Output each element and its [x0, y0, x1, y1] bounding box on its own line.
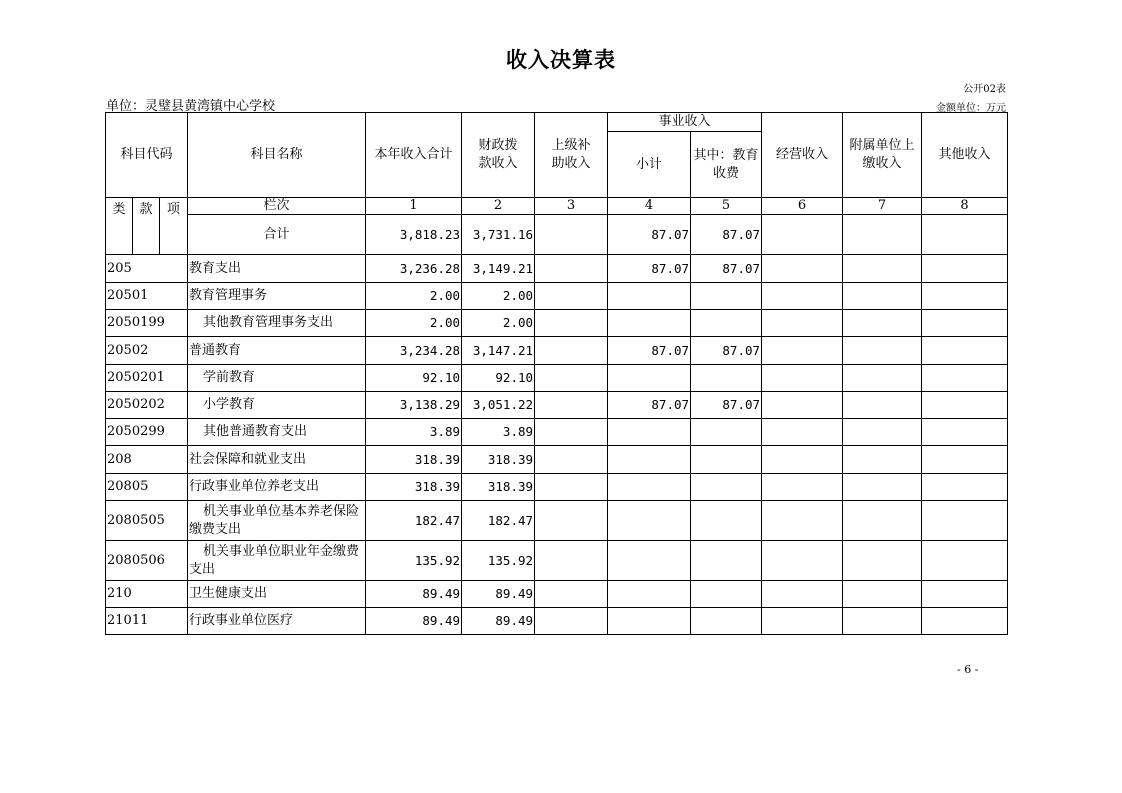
row-code: 2050299 [106, 419, 188, 446]
row-value [535, 581, 608, 608]
row-value [843, 474, 922, 501]
row-value [608, 474, 691, 501]
row-value: 3,149.21 [462, 255, 535, 283]
row-value [922, 337, 1008, 365]
row-value [762, 608, 843, 635]
table-row [106, 255, 1008, 283]
row-value [762, 337, 843, 365]
table-row [106, 310, 1008, 337]
header-column-label: 栏次 [188, 198, 366, 215]
row-name: 教育支出 [188, 255, 366, 283]
total-cell [843, 215, 922, 255]
row-value [535, 419, 608, 446]
row-value [691, 608, 762, 635]
row-value [922, 392, 1008, 419]
total-cell [535, 215, 608, 255]
row-value [535, 501, 608, 541]
row-value [535, 365, 608, 392]
row-value [922, 541, 1008, 581]
col-num: 1 [366, 198, 462, 215]
row-value: 2.00 [462, 310, 535, 337]
row-value [843, 446, 922, 474]
row-value [762, 310, 843, 337]
row-name: 其他教育管理事务支出 [188, 310, 366, 337]
row-value [608, 608, 691, 635]
total-cell: 87.07 [691, 215, 762, 255]
row-value: 2.00 [366, 283, 462, 310]
row-value [762, 446, 843, 474]
row-value: 135.92 [366, 541, 462, 581]
row-value [608, 419, 691, 446]
row-value: 89.49 [462, 581, 535, 608]
row-value: 318.39 [366, 474, 462, 501]
row-value: 3,051.22 [462, 392, 535, 419]
row-value [691, 541, 762, 581]
row-value [535, 337, 608, 365]
total-cell: 87.07 [608, 215, 691, 255]
row-name: 学前教育 [188, 365, 366, 392]
row-value: 89.49 [366, 581, 462, 608]
table-row [106, 365, 1008, 392]
row-code: 2050202 [106, 392, 188, 419]
col-num: 5 [691, 198, 762, 215]
row-name: 社会保障和就业支出 [188, 446, 366, 474]
row-value [608, 541, 691, 581]
row-value [922, 501, 1008, 541]
col-num: 2 [462, 198, 535, 215]
row-name: 机关事业单位职业年金缴费支出 [188, 541, 366, 581]
row-value [608, 501, 691, 541]
row-value: 89.49 [366, 608, 462, 635]
table-row [106, 337, 1008, 365]
row-value [691, 474, 762, 501]
row-value [535, 541, 608, 581]
row-value [691, 419, 762, 446]
row-value [843, 283, 922, 310]
row-value [762, 255, 843, 283]
row-value: 3.89 [366, 419, 462, 446]
row-value [691, 365, 762, 392]
header-lei: 类 [106, 198, 133, 255]
row-value: 3,147.21 [462, 337, 535, 365]
row-value [608, 283, 691, 310]
row-value [843, 337, 922, 365]
row-value: 3.89 [462, 419, 535, 446]
row-code: 210 [106, 581, 188, 608]
row-value [843, 255, 922, 283]
row-value: 3,234.28 [366, 337, 462, 365]
row-value [922, 474, 1008, 501]
col-num: 3 [535, 198, 608, 215]
total-cell: 3,731.16 [462, 215, 535, 255]
row-name: 行政事业单位养老支出 [188, 474, 366, 501]
header-superior-text: 上级补助收入 [551, 138, 591, 171]
col-num: 6 [762, 198, 843, 215]
header-kuan: 款 [133, 198, 160, 255]
row-name: 机关事业单位基本养老保险缴费支出 [188, 501, 366, 541]
row-name: 其他普通教育支出 [188, 419, 366, 446]
row-value [608, 365, 691, 392]
header-fiscal-text: 财政拨款收入 [478, 138, 518, 171]
row-value: 3,138.29 [366, 392, 462, 419]
row-value [843, 419, 922, 446]
total-cell [922, 215, 1008, 255]
row-value [535, 310, 608, 337]
col-num: 4 [608, 198, 691, 215]
row-value [762, 474, 843, 501]
page-title: 收入决算表 [506, 48, 616, 72]
row-value [922, 365, 1008, 392]
row-value [535, 608, 608, 635]
row-value [762, 501, 843, 541]
total-row-label: 合计 [188, 215, 366, 255]
table-row [106, 446, 1008, 474]
row-value: 2.00 [462, 283, 535, 310]
income-table [105, 112, 1008, 635]
row-code: 20805 [106, 474, 188, 501]
row-code: 2050199 [106, 310, 188, 337]
row-value: 2.00 [366, 310, 462, 337]
col-num: 7 [843, 198, 922, 215]
row-code: 2080506 [106, 541, 188, 581]
row-value [535, 474, 608, 501]
row-value [762, 419, 843, 446]
row-value [843, 310, 922, 337]
row-code: 20501 [106, 283, 188, 310]
row-value [762, 541, 843, 581]
row-value [762, 283, 843, 310]
row-value: 318.39 [462, 474, 535, 501]
row-name: 小学教育 [188, 392, 366, 419]
page-number: - 6 - [957, 663, 979, 676]
row-value [843, 581, 922, 608]
header-business: 事业收入 [608, 113, 762, 132]
row-value [535, 255, 608, 283]
row-value [535, 283, 608, 310]
header-other: 其他收入 [922, 113, 1008, 198]
table-row [106, 283, 1008, 310]
header-name: 科目名称 [188, 113, 366, 198]
header-subtotal: 小计 [608, 132, 691, 198]
table-row [106, 581, 1008, 608]
row-value [843, 392, 922, 419]
row-value: 87.07 [608, 337, 691, 365]
row-value [922, 419, 1008, 446]
row-value: 92.10 [462, 365, 535, 392]
row-value: 135.92 [462, 541, 535, 581]
row-code: 2080505 [106, 501, 188, 541]
row-code: 21011 [106, 608, 188, 635]
row-value [608, 310, 691, 337]
row-value: 182.47 [366, 501, 462, 541]
row-name: 教育管理事务 [188, 283, 366, 310]
table-row [106, 474, 1008, 501]
header-superior [535, 113, 608, 198]
row-value [691, 581, 762, 608]
row-value [691, 283, 762, 310]
data-rows [106, 255, 1008, 635]
unit-label: 单位：灵璧县黄湾镇中心学校 [106, 99, 276, 114]
header-code: 科目代码 [106, 113, 188, 198]
row-name: 卫生健康支出 [188, 581, 366, 608]
row-value [762, 365, 843, 392]
row-value [762, 581, 843, 608]
row-value: 87.07 [691, 337, 762, 365]
table-row [106, 419, 1008, 446]
row-value [535, 446, 608, 474]
row-value [922, 255, 1008, 283]
row-name: 行政事业单位医疗 [188, 608, 366, 635]
row-value: 87.07 [608, 255, 691, 283]
row-value [691, 446, 762, 474]
row-value [608, 446, 691, 474]
row-value [843, 365, 922, 392]
row-value [922, 283, 1008, 310]
row-value [691, 501, 762, 541]
row-value [691, 310, 762, 337]
row-value [843, 501, 922, 541]
table-row [106, 608, 1008, 635]
header-total: 本年收入合计 [366, 113, 462, 198]
row-value: 92.10 [366, 365, 462, 392]
total-cell [762, 215, 843, 255]
row-value [535, 392, 608, 419]
header-affiliated-text: 附属单位上缴收入 [849, 138, 915, 171]
row-value [843, 608, 922, 635]
table-row [106, 541, 1008, 581]
row-code: 20502 [106, 337, 188, 365]
row-value: 3,236.28 [366, 255, 462, 283]
row-value: 182.47 [462, 501, 535, 541]
header-edu-fee-text: 其中：教育收费 [693, 147, 759, 181]
row-value [843, 541, 922, 581]
row-value [922, 608, 1008, 635]
row-code: 208 [106, 446, 188, 474]
row-value: 318.39 [366, 446, 462, 474]
table-row [106, 392, 1008, 419]
row-value: 87.07 [691, 255, 762, 283]
header-operating: 经营收入 [762, 113, 843, 198]
header-edu-fee [691, 132, 762, 198]
row-value [922, 446, 1008, 474]
form-number: 公开02表 [963, 84, 1006, 95]
row-value: 318.39 [462, 446, 535, 474]
money-unit-label: 金额单位：万元 [936, 103, 1006, 114]
row-value [608, 581, 691, 608]
header-affiliated [843, 113, 922, 198]
row-value: 87.07 [691, 392, 762, 419]
row-value: 87.07 [608, 392, 691, 419]
row-value [922, 310, 1008, 337]
header-xiang: 项 [160, 198, 188, 255]
total-cell: 3,818.23 [366, 215, 462, 255]
row-value [762, 392, 843, 419]
row-code: 2050201 [106, 365, 188, 392]
row-value [922, 581, 1008, 608]
table-row [106, 501, 1008, 541]
row-name: 普通教育 [188, 337, 366, 365]
header-fiscal [462, 113, 535, 198]
row-code: 205 [106, 255, 188, 283]
col-num: 8 [922, 198, 1008, 215]
row-value: 89.49 [462, 608, 535, 635]
